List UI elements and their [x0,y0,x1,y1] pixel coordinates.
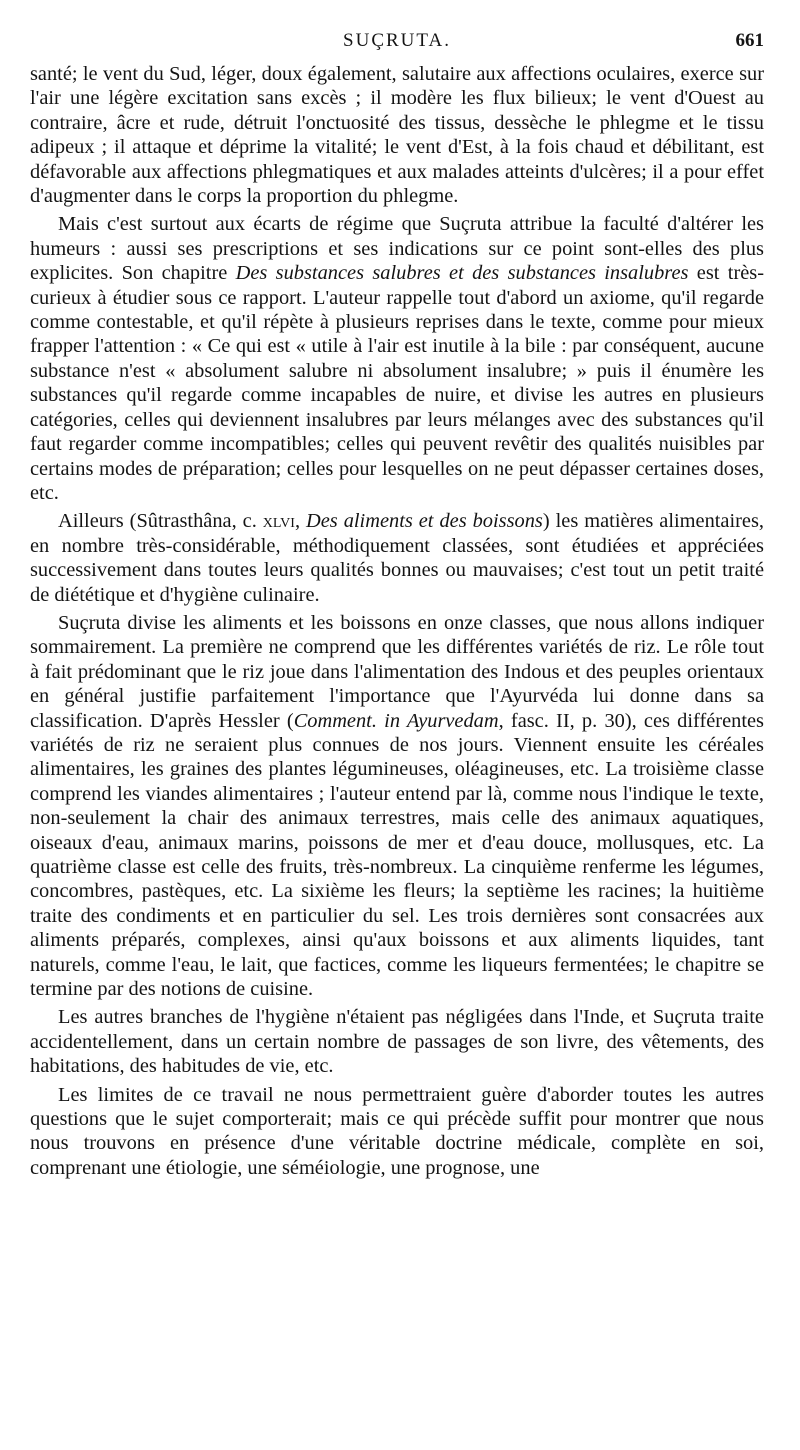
paragraph-6 [30,1083,764,1181]
paragraph-3 [30,509,764,607]
running-title: SUÇRUTA. [343,30,451,51]
running-header [30,30,764,60]
citation-title: Comment. in Ayurvedam [293,709,499,732]
body-text [30,62,764,1180]
chapter-title: Des substances salubres et des substances insalubres [235,262,689,285]
paragraph-text: , fasc. II, p. 30), ces différentes variétés de riz ne seraient plus connues de nos jours. Viennent ensuite les céréales alimentaires, les graines des plantes légumineuses, oléagineuses, etc. La troisième classe comprend les viandes alimentaires ; l'auteur entend par là, comme nous l'indique le texte, non-seulement la chair des animaux terrestres, mais celle des animaux aquatiques, oiseaux d'eau, animaux marins, poissons de mer et d'eau douce, mollusques, etc. La quatrième classe est celle des fruits, très-nombreux. La cinquième renferme les légumes, concombres, pastèques, etc. La sixième les fleurs; la septième les racines; la huitième traite des condiments et en particulier du sel. Les trois dernières sont consacrées aux aliments préparés, complexes, ainsi qu'aux boissons et aux aliments liquides, tant naturels, comme l'eau, le lait, que factices, comme les liqueurs fermentées; le chapitre se termine par des notions de cuisine. [30,709,764,1001]
paragraph-text: Ailleurs (Sûtrasthâna, c. [58,510,263,533]
paragraph-text: Les autres branches de l'hygiène n'étaient pas négligées dans l'Inde, et Suçruta traite accidentellement, dans un certain nombre de passages de son livre, des vêtements, des habitations, des habitudes de vie, etc. [30,1006,764,1078]
paragraph-text: santé; le vent du Sud, léger, doux également, salutaire aux affections oculaires, exerce sur l'air une légère excitation sans excès ; il modère les flux bilieux; le vent d'Ouest au contraire, âcre et rude, détruit l'onctuosité des tissus, dessèche le phlegme et le tissu adipeux ; il attaque et déprime la vitalité; le vent d'Est, à la fois chaud et débilitant, est défavorable aux affections phlegmatiques et aux malades atteints d'ulcères; il a pour effet d'augmenter dans le corps la proportion du phlegme. [30,63,764,208]
paragraph-text: , [294,510,307,533]
paragraph-text: est très-curieux à étudier sous ce rapport. L'auteur rappelle tout d'abord un axiome, qu'il regarde comme contestable, et qu'il répète à plusieurs reprises dans le texte, comme pour mieux frapper l'attention : « Ce qui est « utile à l'air est inutile à la bile : par conséquent, aucune substance n'est « absolument salubre ni absolument insalubre; » puis il énumère les substances qu'il regarde comme incapables de nuire, et divise les autres en plusieurs catégories, celles qui deviennent insalubres par leurs mélanges avec des substances qu'il faut regarder comme incompatibles; celles qui peuvent revêtir des qualités nuisibles par certains modes de préparation; celles pour lesquelles on ne peut dépasser certaines doses, etc. [30,262,765,504]
chapter-numeral: xlvi [262,510,295,533]
paragraph-5 [30,1005,764,1078]
paragraph-2 [30,212,764,505]
paragraph-4 [30,611,764,1002]
chapter-title: Des aliments et des boissons [306,510,543,533]
paragraph-text: Mais c'est surtout aux écarts de régime que Suçruta attribue la faculté d'altérer les humeurs : aussi ses prescriptions et ses indications sur ce point sont-elles des plus explicites. Son chapitre [30,213,764,285]
paragraph-1 [30,62,764,208]
paragraph-text: ) les matières alimentaires, en nombre très-considérable, méthodiquement classées, sont étudiées et appréciées successivement dans toutes leurs qualités bonnes ou mauvaises; c'est tout un petit traité de diététique et d'hygiène culinaire. [30,510,765,606]
paragraph-text: Les limites de ce travail ne nous permettraient guère d'aborder toutes les autres questions que le sujet comporterait; mais ce qui précède suffit pour montrer que nous nous trouvons en présence d'une véritable doctrine médicale, complète en soi, comprenant une étiologie, une séméiologie, une prognose, une [30,1083,764,1179]
page-number: 661 [735,30,764,51]
paragraph-text: Suçruta divise les aliments et les boissons en onze classes, que nous allons indiquer sommairement. La première ne comprend que les différentes variétés de riz. Le rôle tout à fait prédominant que le riz joue dans l'alimentation des Indous et des peuples orientaux en général justifie parfaitement l'importance que l'Ayurvéda lui donne dans sa classification. D'après Hessler ( [30,611,764,732]
